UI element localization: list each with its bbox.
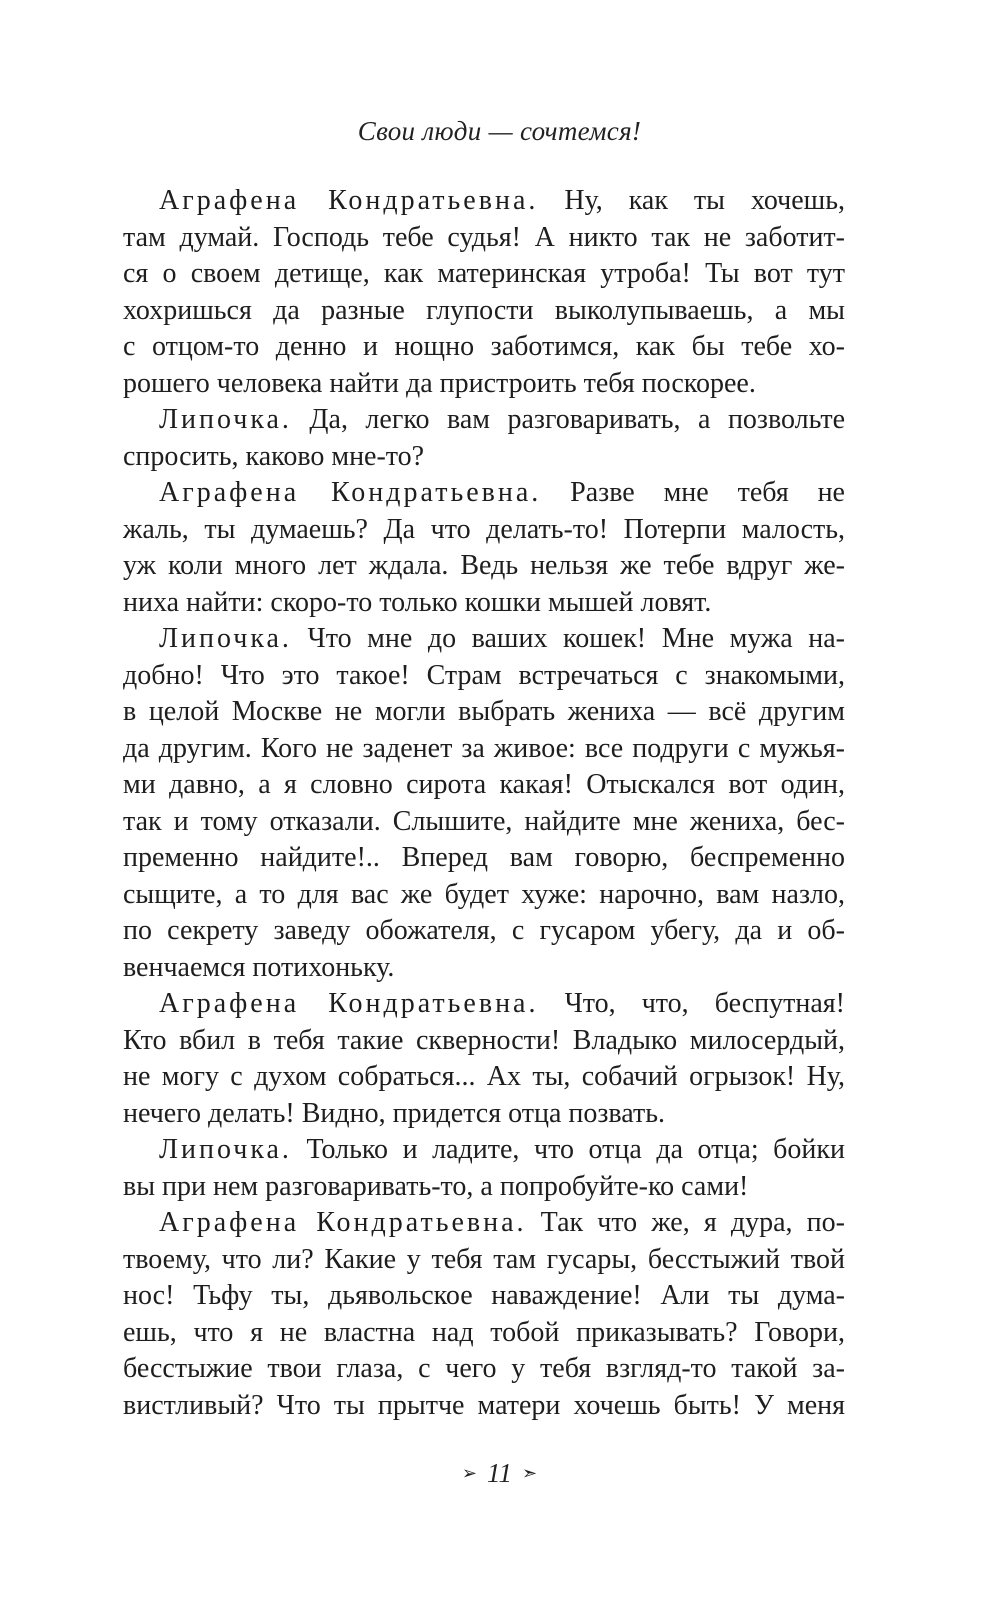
text-line <box>123 1132 845 1169</box>
line-text: уж коли много лет ждала. Ведь нельзя же тебе вдруг же- <box>123 550 845 581</box>
line-text: ся о своем детище, как материнская утроба! Ты вот тут <box>123 258 845 289</box>
text-line <box>123 731 845 768</box>
text-line <box>123 475 845 512</box>
text-line <box>123 439 845 476</box>
text-line <box>123 804 845 841</box>
line-text: ми давно, а я словно сирота какая! Отыскался вот один, <box>123 769 845 800</box>
text-line <box>123 183 845 220</box>
text-line <box>123 950 845 987</box>
text-line <box>123 658 845 695</box>
line-text: так и тому отказали. Слышите, найдите мне жениха, бес- <box>123 805 845 837</box>
line-text: нечего делать! Видно, придется отца позвать. <box>123 1097 665 1129</box>
text-line <box>123 1096 845 1133</box>
line-text: по секрету заведу обожателя, с гусаром убегу, да и об- <box>123 915 845 946</box>
line-text: да другим. Кого не заденет за живое: все подруги с мужья- <box>123 732 845 764</box>
line-text: жаль, ты думаешь? Да что делать-то! Потерпи малость, <box>123 513 845 545</box>
line-text: бесстыжие твои глаза, с чего у тебя взгляд-то такой за- <box>123 1353 845 1384</box>
line-text: с отцом-то денно и нощно заботимся, как бы тебе хо- <box>123 331 845 362</box>
text-line <box>123 548 845 585</box>
main-text <box>123 183 845 1424</box>
text-line <box>123 1388 845 1425</box>
text-line <box>123 767 845 804</box>
line-text: Кто вбил в тебя такие скверности! Владыко милосердый, <box>123 1024 845 1056</box>
speaker-name: Липочка. <box>159 404 292 435</box>
text-line <box>123 840 845 877</box>
text-line <box>123 1315 845 1352</box>
speaker-name: Липочка. <box>159 623 292 654</box>
text-line <box>123 1278 845 1315</box>
line-text: Разве мне тебя не <box>541 477 845 508</box>
line-text: в целой Москве не могли выбрать жениха — всё другим <box>123 696 845 727</box>
line-text: ешь, что я не властна над тобой приказывать? Говори, <box>123 1316 845 1348</box>
left-ornament-icon: ➢ <box>461 1463 477 1483</box>
line-text: добно! Что это такое! Страм встречаться с знакомыми, <box>123 659 845 691</box>
speaker-name: Аграфена Кондратьевна. <box>159 988 539 1019</box>
right-ornament-icon: ➣ <box>522 1463 538 1483</box>
line-text: пременно найдите!.. Вперед вам говорю, беспременно <box>123 842 845 873</box>
text-line <box>123 877 845 914</box>
line-text: рошего человека найти да пристроить тебя поскорее. <box>123 367 756 399</box>
line-text: Что мне до ваших кошек! Мне мужа на- <box>291 623 845 654</box>
line-text: Да, легко вам разговаривать, а позвольте <box>291 404 845 435</box>
speaker-name: Аграфена Кондратьевна. <box>159 185 539 216</box>
line-text: не могу с духом собраться... Ах ты, собачий огрызок! Ну, <box>123 1061 845 1092</box>
text-line <box>123 512 845 549</box>
line-text: сыщите, а то для вас же будет хуже: нарочно, вам назло, <box>123 878 845 910</box>
running-head: Свои люди — сочтемся! <box>357 116 642 146</box>
line-text: твоему, что ли? Какие у тебя там гусары, бесстыжий твой <box>123 1243 845 1275</box>
speaker-name: Липочка. <box>159 1134 292 1165</box>
text-line <box>123 220 845 257</box>
text-line <box>123 1351 845 1388</box>
line-text: хохришься да разные глупости выколупываешь, а мы <box>123 294 845 326</box>
text-line <box>123 293 845 330</box>
line-text: Ну, как ты хочешь, <box>538 185 845 216</box>
text-line <box>123 913 845 950</box>
page-number: 11 <box>487 1458 512 1488</box>
text-line <box>123 329 845 366</box>
text-line <box>123 1169 845 1206</box>
line-text: вистливый? Что ты прытче матери хочешь быть! У меня <box>123 1389 845 1421</box>
speaker-name: Аграфена Кондратьевна. <box>159 477 542 508</box>
text-line <box>123 1059 845 1096</box>
text-line <box>123 585 845 622</box>
line-text: венчаемся потихоньку. <box>123 951 395 983</box>
line-text: нос! Тьфу ты, дьявольское наваждение! Али ты дума- <box>123 1280 845 1311</box>
line-text: ниха найти: скоро-то только кошки мышей ловят. <box>123 586 712 618</box>
line-text: там думай. Господь тебе судья! А никто так не заботит- <box>123 221 845 253</box>
page-number-footer <box>0 1458 999 1489</box>
line-text: Только и ладите, что отца да отца; бойки <box>291 1134 845 1165</box>
text-line <box>123 256 845 293</box>
line-text: спросить, каково мне-то? <box>123 440 425 472</box>
text-line <box>123 694 845 731</box>
text-line <box>123 366 845 403</box>
line-text: Что, что, беспутная! <box>538 988 845 1019</box>
line-text: вы при нем разговаривать-то, а попробуйте-ко сами! <box>123 1170 749 1202</box>
text-line <box>123 1023 845 1060</box>
text-line <box>123 402 845 439</box>
text-line <box>123 986 845 1023</box>
text-line <box>123 1205 845 1242</box>
text-line <box>123 621 845 658</box>
text-line <box>123 1242 845 1279</box>
line-text: Так что же, я дура, по- <box>526 1207 845 1238</box>
speaker-name: Аграфена Кондратьевна. <box>159 1207 527 1238</box>
